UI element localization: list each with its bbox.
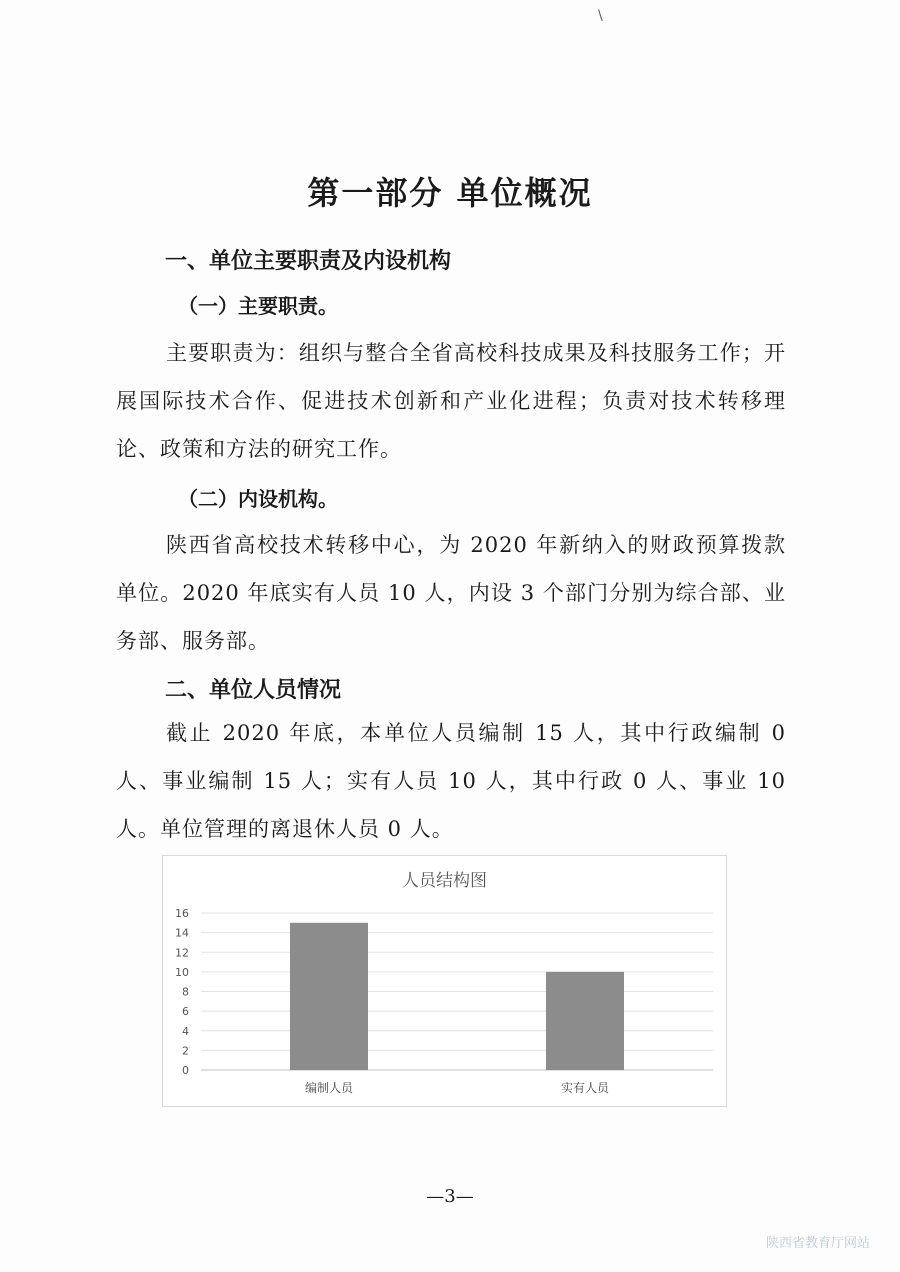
chart-title: 人员结构图 xyxy=(402,871,487,891)
y-tick-label: 10 xyxy=(175,965,189,979)
y-tick-label: 0 xyxy=(182,1064,189,1077)
document-title: 第一部分 单位概况 xyxy=(307,174,593,212)
site-watermark: 陕西省教育厅网站 xyxy=(765,1236,870,1251)
scan-mark: \ xyxy=(598,8,603,24)
duties-paragraph: 主要职责为：组织与整合全省高校科技成果及科技服务工作；开展国际技术合作、促进技术创新和产业化进程；负责对技术转移理论、政策和方法的研究工作。 xyxy=(116,341,786,461)
y-tick-label: 14 xyxy=(175,926,189,940)
x-category-label: 实有人员 xyxy=(560,1081,610,1095)
chart-canvas xyxy=(163,856,726,1106)
y-tick-label: 16 xyxy=(175,907,189,920)
page-number: —3— xyxy=(426,1186,474,1207)
section1-heading: 一、单位主要职责及内设机构 xyxy=(165,249,452,274)
staff-structure-chart xyxy=(162,855,727,1107)
bar xyxy=(290,923,368,1070)
y-tick-label: 2 xyxy=(182,1044,189,1058)
y-tick-label: 8 xyxy=(182,985,189,999)
y-tick-label: 6 xyxy=(182,1005,189,1019)
structure-paragraph: 陕西省高校技术转移中心，为 2020 年新纳入的财政预算拨款单位。2020 年底实有人员 10 人，内设 3 个部门分别为综合部、业务部、服务部。 xyxy=(116,533,786,653)
section2-heading: 二、单位人员情况 xyxy=(165,678,342,703)
subsection1-heading: （一）主要职责。 xyxy=(178,294,338,318)
x-category-label: 编制人员 xyxy=(304,1081,354,1095)
y-tick-label: 4 xyxy=(182,1024,189,1038)
bar xyxy=(546,972,624,1070)
subsection2-heading: （二）内设机构。 xyxy=(178,487,338,511)
staff-paragraph: 截止 2020 年底，本单位人员编制 15 人，其中行政编制 0 人、事业编制 15 人；实有人员 10 人，其中行政 0 人、事业 10 人。单位管理的离退休人员 0 人。 xyxy=(116,721,786,841)
y-tick-label: 12 xyxy=(175,946,189,960)
